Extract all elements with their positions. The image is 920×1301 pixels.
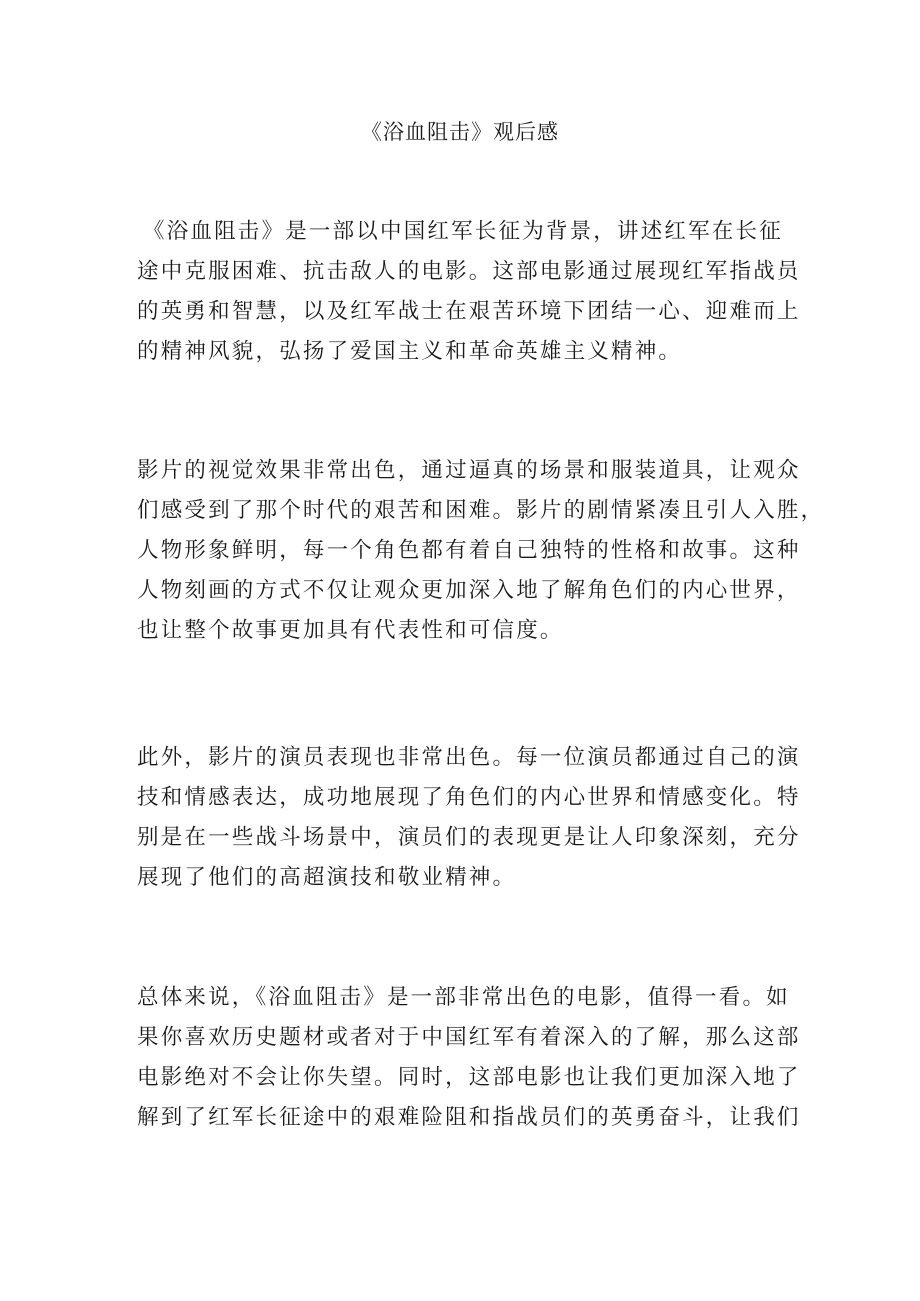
paragraph-3 [137, 738, 801, 898]
paragraph-line: 人物形象鲜明，每一个角色都有着自己独特的性格和故事。这种 [137, 538, 801, 563]
paragraph-line: 解到了红军长征途中的艰难险阻和指战员们的英勇奋斗，让我们 [137, 1105, 801, 1130]
paragraph-line: 展现了他们的高超演技和敬业精神。 [137, 865, 517, 890]
paragraph-4 [137, 978, 801, 1138]
paragraph-line: 人物刻画的方式不仅让观众更加深入地了解角色们的内心世界， [137, 578, 801, 603]
paragraph-line: 技和情感表达，成功地展现了角色们的内心世界和情感变化。特 [137, 785, 801, 810]
paragraph-line: 也让整个故事更加具有代表性和可信度。 [137, 618, 564, 643]
paragraph-line: 的英勇和智慧，以及红军战士在艰苦环境下团结一心、迎难而上 [137, 299, 801, 324]
paragraph-1 [137, 212, 801, 372]
paragraph-line: 电影绝对不会让你失望。同时，这部电影也让我们更加深入地了 [137, 1065, 801, 1090]
paragraph-line: 的精神风貌，弘扬了爱国主义和革命英雄主义精神。 [137, 339, 683, 364]
paragraph-2 [137, 451, 824, 651]
paragraph-line: 途中克服困难、抗击敌人的电影。这部电影通过展现红军指战员 [137, 259, 801, 284]
document-title: 《浴血阻击》观后感 [361, 120, 559, 144]
paragraph-line: 果你喜欢历史题材或者对于中国红军有着深入的了解，那么这部 [137, 1025, 801, 1050]
paragraph-line: 们感受到了那个时代的艰苦和困难。影片的剧情紧凑且引人入胜， [137, 498, 825, 523]
paragraph-line: 此外，影片的演员表现也非常出色。每一位演员都通过自己的演 [137, 745, 801, 770]
paragraph-line: 《浴血阻击》是一部以中国红军长征为背景，讲述红军在长征 [143, 219, 783, 244]
paragraph-line: 别是在一些战斗场景中，演员们的表现更是让人印象深刻，充分 [137, 825, 801, 850]
paragraph-line: 影片的视觉效果非常出色，通过逼真的场景和服装道具，让观众 [137, 458, 801, 483]
paragraph-line: 总体来说，《浴血阻击》是一部非常出色的电影，值得一看。如 [137, 985, 790, 1010]
